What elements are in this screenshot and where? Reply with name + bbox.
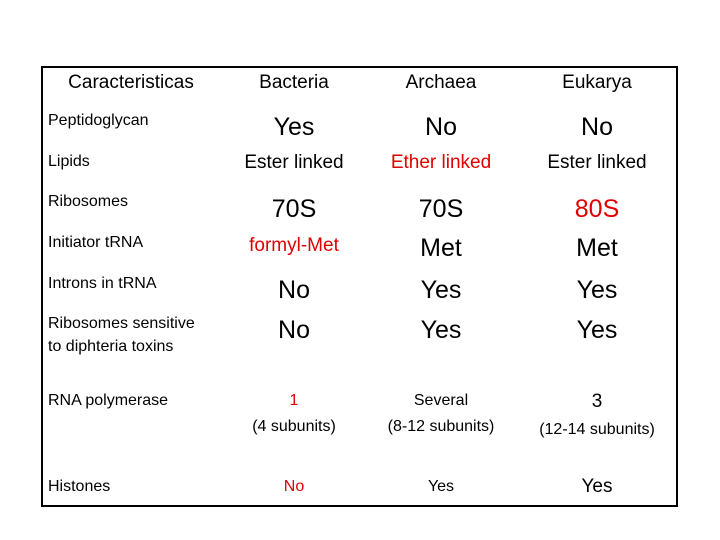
cell-lipids-bacteria: Ester linked	[244, 152, 344, 173]
cell-ribosomes-eukarya: 80S	[574, 195, 620, 223]
cell-peptidoglycan-eukarya: No	[581, 113, 613, 141]
cell-introns-bacteria: No	[278, 276, 310, 304]
cell-rnapol-archaea-subunits: (8-12 subunits)	[387, 418, 495, 435]
header-archaea: Archaea	[405, 72, 477, 93]
row-label-peptidoglycan: Peptidoglycan	[48, 112, 149, 129]
row-label-rna-polymerase: RNA polymerase	[48, 392, 169, 409]
cell-ribosomes-bacteria: 70S	[271, 195, 317, 223]
row-label-ribosomes-sensitive-2: to diphteria toxins	[48, 338, 174, 355]
cell-introns-eukarya: Yes	[576, 276, 618, 304]
cell-histones-eukarya: Yes	[581, 476, 613, 497]
header-caracteristicas: Caracteristicas	[68, 72, 194, 93]
cell-peptidoglycan-archaea: No	[425, 113, 457, 141]
cell-rnapol-eukarya-count: 3	[591, 391, 603, 412]
header-bacteria: Bacteria	[259, 72, 329, 93]
cell-histones-archaea: Yes	[427, 478, 455, 495]
cell-ribosomes-archaea: 70S	[418, 195, 464, 223]
cell-rnapol-eukarya-subunits: (12-14 subunits)	[539, 421, 655, 438]
row-label-initiator-trna: Initiator tRNA	[48, 234, 144, 251]
row-label-ribosomes: Ribosomes	[48, 193, 129, 210]
cell-histones-bacteria: No	[283, 478, 305, 495]
cell-diphteria-archaea: Yes	[420, 316, 462, 344]
cell-lipids-archaea: Ether linked	[390, 152, 492, 173]
cell-peptidoglycan-bacteria: Yes	[273, 113, 315, 141]
row-label-ribosomes-sensitive-1: Ribosomes sensitive	[48, 315, 195, 332]
cell-rnapol-bacteria-subunits: (4 subunits)	[252, 418, 336, 435]
cell-rnapol-bacteria-count: 1	[289, 392, 299, 409]
cell-rnapol-archaea-count: Several	[413, 392, 469, 409]
cell-initiator-bacteria: formyl-Met	[249, 235, 339, 256]
row-label-introns-trna: Introns in tRNA	[48, 275, 157, 292]
cell-initiator-eukarya: Met	[576, 234, 618, 262]
header-eukarya: Eukarya	[562, 72, 632, 93]
cell-diphteria-eukarya: Yes	[576, 316, 618, 344]
cell-initiator-archaea: Met	[420, 234, 462, 262]
row-label-lipids: Lipids	[48, 153, 90, 170]
cell-introns-archaea: Yes	[420, 276, 462, 304]
row-label-histones: Histones	[48, 478, 111, 495]
cell-lipids-eukarya: Ester linked	[547, 152, 647, 173]
cell-diphteria-bacteria: No	[278, 316, 310, 344]
